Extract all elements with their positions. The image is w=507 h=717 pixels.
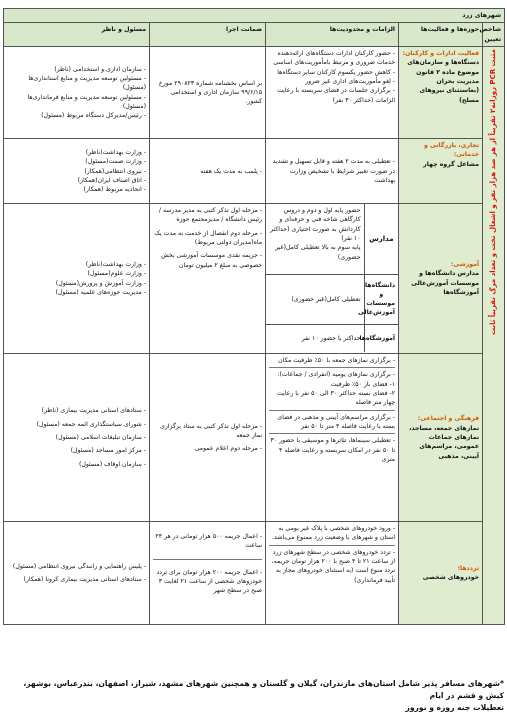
culture-req-4-text: برگزاری مراسم‌های آیینی و مذهبی در فضای بسته با رعایت فاصله ۴ متر تا ۵۰ نفر bbox=[277, 413, 396, 430]
list-item: - لغو مأموریت‌های اداری غیر ضرور bbox=[269, 77, 395, 86]
edu-sub-rule-0-b: پایه سوم به بالا تعطیلی کامل(غیر حضوری) bbox=[275, 244, 361, 261]
enforcement-office: بر اساس بخشنامه شماره ۲۹۰۸۲۳ مورخ ۹۹/۶/۱۵ سازمان اداری و استخدامی کشور. bbox=[150, 47, 266, 139]
traffic-req-1: - تردد خودروهای شخصی در سطح شهرهای زرد از ساعت ۲۱ تا ۴ صبح با ۲۰۰ هزار تومان جریمه، تردد منوع است (به استثنای خودروهای مجاز به تأیید فرمانداری) bbox=[271, 548, 396, 584]
column-header-enforcement: ضمانت اجرا bbox=[150, 23, 266, 47]
list-item: - مرحله دوم اعلام عمومی bbox=[153, 444, 262, 453]
requirements-education bbox=[266, 204, 399, 354]
list-item: - ستادهای استانی مدیریت بیماری کرونا (همکار) bbox=[7, 575, 146, 584]
column-header-responsible: مسئول و ناظر bbox=[4, 23, 150, 47]
zone-education bbox=[399, 204, 483, 354]
table-row-culture bbox=[4, 354, 505, 522]
table-row-office bbox=[4, 47, 505, 139]
list-item: - سازمان اداری و استخدامی (ناظر) bbox=[7, 65, 146, 74]
edu-sub-rule-2: حداکثر با حضور ۱۰ نفر bbox=[301, 334, 361, 342]
column-header-zone: حوزه‌ها و فعالیت‌ها bbox=[399, 23, 483, 47]
list-item: - مدیریت حوزه‌های علمیه (مسئول) bbox=[7, 288, 146, 297]
list-item: - پلیس راهنمایی و رانندگی نیروی انتظامی (مسئول) bbox=[7, 562, 146, 571]
zone-culture bbox=[399, 354, 483, 522]
list-item: - کاهش حضور یکسوم کارکنان سایر دستگاه‌ها bbox=[269, 68, 395, 77]
list-item: - مرحله اول تذکر کتبی به مدیر مدرسه / رئیس دانشگاه / مدیرمجتمع حوزه bbox=[153, 206, 262, 225]
table-title: شهرهای زرد bbox=[4, 9, 505, 23]
zone-traffic-desc: خودروهای شخصی bbox=[422, 574, 480, 582]
culture-req-1: - برگزاری نمازهای یومیه (انفرادی / جماعات): bbox=[277, 371, 396, 379]
list-item: - سازمان اوقاف (مسئول) bbox=[7, 460, 146, 469]
traffic-req-1-text: تردد خودروهای شخصی در سطح شهرهای زرد از ساعت ۲۱ تا ۴ صبح با ۲۰۰ هزار تومان جریمه، تردد منوع است (به استثنای خودروهای مجاز به تأیید فرمانداری) bbox=[271, 548, 396, 584]
culture-req-4: - برگزاری مراسم‌های آیینی و مذهبی در فضای بسته با رعایت فاصله ۴ متر تا ۵۰ نفر bbox=[277, 413, 396, 430]
edu-sub-name-2: آموزشگاه‌ها bbox=[364, 324, 398, 352]
zone-office-title: فعالیت ادارات و کارکنان: bbox=[402, 50, 480, 58]
enforcement-trade: - پلمب به مدت یک هفته bbox=[150, 139, 266, 204]
column-header-shakhes: شاخص تعیین bbox=[483, 23, 505, 47]
zone-trade-desc: مشاغل گروه چهار bbox=[423, 160, 480, 168]
list-item: - اتاق اصناف ایران(همکار) bbox=[7, 176, 146, 185]
traffic-enf-1-text: اعمال جریمه ۲۰۰ هزار تومان برای تردد خودروهای شخصی از ساعت ۲۱ لغایت ۳ صبح در سطح شهر bbox=[156, 568, 263, 595]
culture-req-0: - برگزاری نمازهای جمعه با ۵۰٪ ظرفیت مکان bbox=[278, 357, 396, 365]
table-row-education bbox=[4, 204, 505, 354]
zone-education-desc: مدارس دانشگاه‌ها و موسسات آموزش‌عالی آموزشگاه‌ها bbox=[411, 270, 480, 296]
zone-office bbox=[399, 47, 483, 139]
zone-traffic-title: ترددها: bbox=[457, 564, 480, 572]
culture-req-5-text: تعطیلی سینماها، تئاترها و موسیقی با حضور ۳۰ تا ۵۰ نفر در امکان سربسته و رعایت فاصله ۴ متری bbox=[270, 437, 396, 463]
edu-sub-name-0: مدارس bbox=[364, 204, 398, 274]
traffic-req-0: - ورود خودروهای شخصی با پلاک غیر بومی به استان و شهرهای با وضعیت زرد ممنوع می‌باشد. bbox=[272, 525, 396, 542]
footer-line-1-text: شهرهای مسافر پذیر شامل استان‌های مازندران، گیلان و گلستان و همچنین شهرهای مشهد، شیراز، اصفهان، بندرعباس، بوشهر، کیش و قشم در ایام bbox=[23, 679, 504, 700]
table-row-trade bbox=[4, 139, 505, 204]
responsible-traffic bbox=[4, 522, 150, 625]
list-item: - وزارت آموزش و پرورش(مسئول) bbox=[7, 279, 146, 288]
responsible-trade bbox=[4, 139, 150, 204]
requirements-office bbox=[266, 47, 399, 139]
traffic-enf-0-text: اعمال جریمه ۵۰۰ هزار تومانی در هر ۲۴ ساعت bbox=[155, 533, 263, 550]
requirements-trade-text: تعطیلی به مدت ۲ هفته و قابل تسهیل و تشدید در صورت تغییر شرایط با تشخیص وزارت بهداشت bbox=[272, 158, 396, 184]
enforcement-trade-text: پلمب به مدت یک هفته bbox=[200, 167, 258, 175]
list-item: - رئیس/مدیرکل دستگاه مربوط (مسئول) bbox=[7, 111, 146, 120]
list-item: - جریمه نقدی موسسات آموزشی بخش خصوصی به مبلغ ۲ میلیون تومان bbox=[153, 251, 262, 270]
list-item: - ستادهای استانی مدیریت بیماری (ناظر) bbox=[7, 406, 146, 415]
list-item: - وزارت بهداشت(ناظر) bbox=[7, 148, 146, 157]
list-item: - اتحادیه مربوط (همکار) bbox=[7, 185, 146, 194]
column-header-requirements: الزامات و محدودیت‌ها bbox=[266, 23, 399, 47]
enforcement-culture bbox=[150, 354, 266, 522]
list-item: - شورای سیاستگذاری ائمه جمعه (مسئول) bbox=[7, 420, 146, 429]
list-item: - سازمان تبلیغات اسلامی (مسئول) bbox=[7, 433, 146, 442]
traffic-req-0-text: ورود خودروهای شخصی با پلاک غیر بومی به استان و شهرهای با وضعیت زرد ممنوع می‌باشد. bbox=[272, 525, 396, 542]
footer-line-1: *شهرهای مسافر پذیر شامل استان‌های مازندران، گیلان و گلستان و همچنین شهرهای مشهد، شیراز، اصفهان، بندرعباس، بوشهر، کیش و قشم در ایام bbox=[23, 679, 504, 700]
enforcement-education bbox=[150, 204, 266, 354]
responsible-culture bbox=[4, 354, 150, 522]
education-subtable bbox=[266, 204, 398, 352]
culture-req-0-text: برگزاری نمازهای جمعه با ۵۰٪ ظرفیت مکان bbox=[278, 357, 391, 365]
requirements-trade: - تعطیلی به مدت ۲ هفته و قابل تسهیل و تشدید در صورت تغییر شرایط با تشخیص وزارت بهداشت bbox=[266, 139, 399, 204]
table-row-traffic bbox=[4, 522, 505, 625]
side-label: مثبت‌ PCR‌‌ روزانه۲‌ تقریباً‌ از‌ هر‌ صد‌ هزار‌ نفر‌ و‌ اشغال‌ تخت‌ و‌ تعداد‌ مرگ‌ تقریباً‌ ثابت bbox=[489, 49, 498, 336]
culture-req-2: ۱- فضای باز ۵۰٪ ظرفیت bbox=[330, 380, 396, 388]
list-item: - وزارت بهداشت(ناظر) bbox=[7, 260, 146, 269]
zone-culture-title: فرهنگی و اجتماعی: bbox=[417, 415, 480, 423]
requirements-culture bbox=[266, 354, 399, 522]
list-item: - مرحله اول تذکر کتبی به ستاد برگزاری نماز جمعه bbox=[153, 422, 262, 441]
requirements-traffic bbox=[266, 522, 399, 625]
list-item: - حضور کارکنان ادارات دستگاه‌های ارائه‌دهنده خدمات ضروری و مرتبط بامأموریت‌های اساسی bbox=[269, 49, 395, 68]
edu-sub-rule-0 bbox=[266, 204, 364, 274]
list-item: - وزارت صمت(مسئول) bbox=[7, 157, 146, 166]
list-item: - وزارت علوم(مسئول) bbox=[7, 269, 146, 278]
edu-sub-rule-1: تعطیلی کامل(غیر حضوری) bbox=[266, 274, 364, 324]
footer-line-2: تعطیلات جنه روزه و نوروز bbox=[405, 702, 504, 712]
edu-sub-rule-0-a: حضور پایه اول و دوم و دروس کارگاهی شاخه فنی و حرفه‌ای و کاردانش به صورت اختیاری (حداکثر ۱۰ نفر) bbox=[270, 207, 361, 243]
zone-education-title: آموزشی: bbox=[450, 261, 480, 269]
traffic-enf-1: - اعمال جریمه ۲۰۰ هزار تومان برای تردد خودروهای شخصی از ساعت ۲۱ لغایت ۳ صبح در سطح شهر bbox=[156, 568, 263, 595]
list-item: - مسئولین توسعه مدیریت و منابع فرمانداری‌ها (مسئول) bbox=[7, 93, 146, 112]
traffic-enf-0: - اعمال جریمه ۵۰۰ هزار تومانی در هر ۲۴ ساعت bbox=[155, 533, 263, 550]
culture-req-5: - تعطیلی سینماها، تئاترها و موسیقی با حضور ۳۰ تا ۵۰ نفر در امکان سربسته و رعایت فاصله ۴ متری bbox=[270, 437, 396, 463]
footer-note bbox=[3, 678, 504, 713]
culture-req-3: ۲- فضای بسته حداکثر ۳۰ الی ۵۰ نفر با رعایت چهار متر فاصله bbox=[276, 390, 396, 407]
responsible-education bbox=[4, 204, 150, 354]
zone-traffic bbox=[399, 522, 483, 625]
edu-sub-name-1: دانشگاه‌ها و موسسات آموزش‌عالی bbox=[364, 274, 398, 324]
zone-office-desc: دستگاه‌ها و سازمان‌های موضوع ماده ۲ قانون مدیریت بحران (بعاستثنای نیروهای مسلح) bbox=[407, 59, 480, 104]
shakhes-cell bbox=[483, 47, 505, 625]
responsible-office bbox=[4, 47, 150, 139]
list-item: - برگزاری جلسات در فضای سربسته با رعایت الزامات (حداکثر ۳۰ نفر) bbox=[269, 86, 395, 105]
culture-req-1-text: برگزاری نمازهای یومیه (انفرادی / جماعات): bbox=[277, 371, 391, 379]
list-item: - مرحله دوم انفصال از خدمت به مدت یک ماه(مدیران دولتی مربوط) bbox=[153, 229, 262, 248]
zone-culture-desc: نمازهای جمعه، مساجد، نمازهای جماعات عمومی، مراسم‌های آیینی، مذهبی bbox=[409, 424, 480, 460]
list-item: - مسئولین توسعه مدیریت و منابع استانداری‌ها (مسئول) bbox=[7, 74, 146, 93]
enforcement-traffic bbox=[150, 522, 266, 625]
zone-trade-title: تجاری، بازرگانی و خدماتی: bbox=[423, 142, 480, 159]
list-item: - نیروی انتظامی(همکار) bbox=[7, 167, 146, 176]
list-item: - مرکز امور مساجد (مسئول) bbox=[7, 446, 146, 455]
yellow-cities-table bbox=[3, 8, 505, 625]
zone-trade bbox=[399, 139, 483, 204]
